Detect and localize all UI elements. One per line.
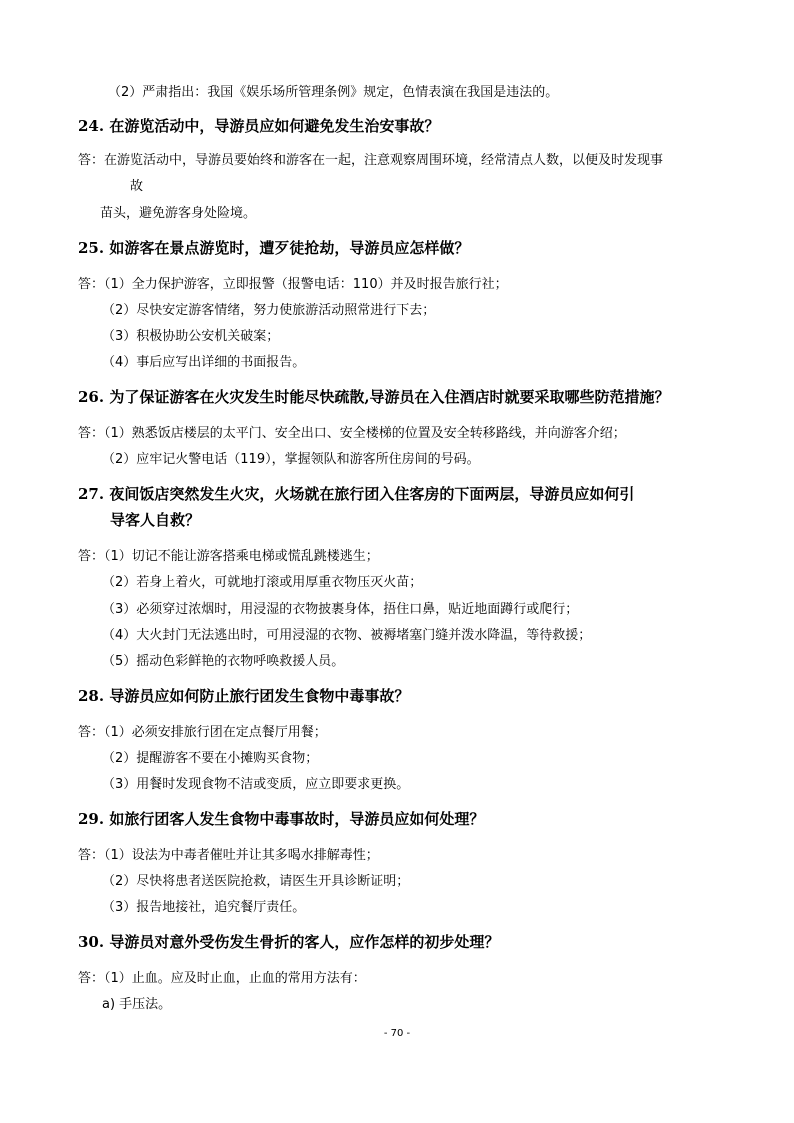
- question-heading: 29. 如旅行团客人发生食物中毒事故时，导游员应如何处理？: [78, 810, 485, 828]
- answer-line: （5）摇动色彩鲜艳的衣物呼唤救援人员。: [102, 654, 345, 669]
- answer-line: （2）尽快安定游客情绪，努力使旅游活动照常进行下去；: [102, 303, 436, 318]
- question-heading: 30. 导游员对意外受伤发生骨折的客人，应作怎样的初步处理？: [78, 933, 500, 951]
- question-heading: 24. 在游览活动中，导游员应如何避免发生治安事故？: [78, 117, 440, 135]
- answer-line: 故: [130, 179, 144, 194]
- page-number: - 70 -: [383, 1028, 411, 1039]
- answer-line: （4）大火封门无法逃出时，可用浸湿的衣物、被褥堵塞门缝并泼水降温，等待救援；: [102, 628, 592, 643]
- answer-line: 答：（1）设法为中毒者催吐并让其多喝水排解毒性；: [78, 848, 379, 863]
- answer-line: 苗头，避免游客身处险境。: [100, 206, 257, 221]
- answer-line: （3）报告地接社，追究餐厅责任。: [102, 900, 306, 915]
- answer-line: （3）必须穿过浓烟时，用浸湿的衣物披裹身体，捂住口鼻，贴近地面蹲行或爬行；: [102, 602, 579, 617]
- answer-line: （4）事后应写出详细的书面报告。: [102, 355, 306, 370]
- answer-line: 答：（1）必须安排旅行团在定点餐厅用餐；: [78, 725, 327, 740]
- answer-line: （2）严肃指出：我国《娱乐场所管理条例》规定，色情表演在我国是违法的。: [108, 85, 559, 100]
- answer-line: （3）积极协助公安机关破案；: [102, 329, 280, 344]
- answer-line: 答：（1）止血。应及时止血，止血的常用方法有：: [78, 971, 366, 986]
- answer-line: 答：（1）熟悉饭店楼层的太平门、安全出口、安全楼梯的位置及安全转移路线，并向游客介绍；: [78, 426, 626, 441]
- question-heading: 27. 夜间饭店突然发生火灾，火场就在旅行团入住客房的下面两层，导游员应如何引: [78, 485, 635, 503]
- question-heading: 26. 为了保证游客在火灾发生时能尽快疏散,导游员在入住酒店时就要采取哪些防范措施？: [78, 388, 670, 406]
- answer-line: （3）用餐时发现食物不洁或变质，应立即要求更换。: [102, 777, 410, 792]
- answer-line: 答：在游览活动中，导游员要始终和游客在一起，注意观察周围环境，经常清点人数，以便及时发现事: [78, 153, 664, 168]
- answer-line: （2）提醒游客不要在小摊购买食物；: [102, 751, 319, 766]
- question-heading: 导客人自救？: [110, 511, 201, 529]
- answer-line: a) 手压法。: [102, 997, 172, 1012]
- question-heading: 25. 如游客在景点游览时，遭歹徒抢劫，导游员应怎样做？: [78, 239, 470, 257]
- question-heading: 28. 导游员应如何防止旅行团发生食物中毒事故？: [78, 687, 410, 705]
- answer-line: 答：（1）全力保护游客，立即报警（报警电话：110）并及时报告旅行社；: [78, 277, 508, 292]
- answer-line: （2）尽快将患者送医院抢救，请医生开具诊断证明；: [102, 874, 410, 889]
- answer-line: （2）若身上着火，可就地打滚或用厚重衣物压灭火苗；: [102, 575, 423, 590]
- answer-line: （2）应牢记火警电话（119），掌握领队和游客所住房间的号码。: [102, 452, 480, 467]
- answer-line: 答：（1）切记不能让游客搭乘电梯或慌乱跳楼逃生；: [78, 549, 379, 564]
